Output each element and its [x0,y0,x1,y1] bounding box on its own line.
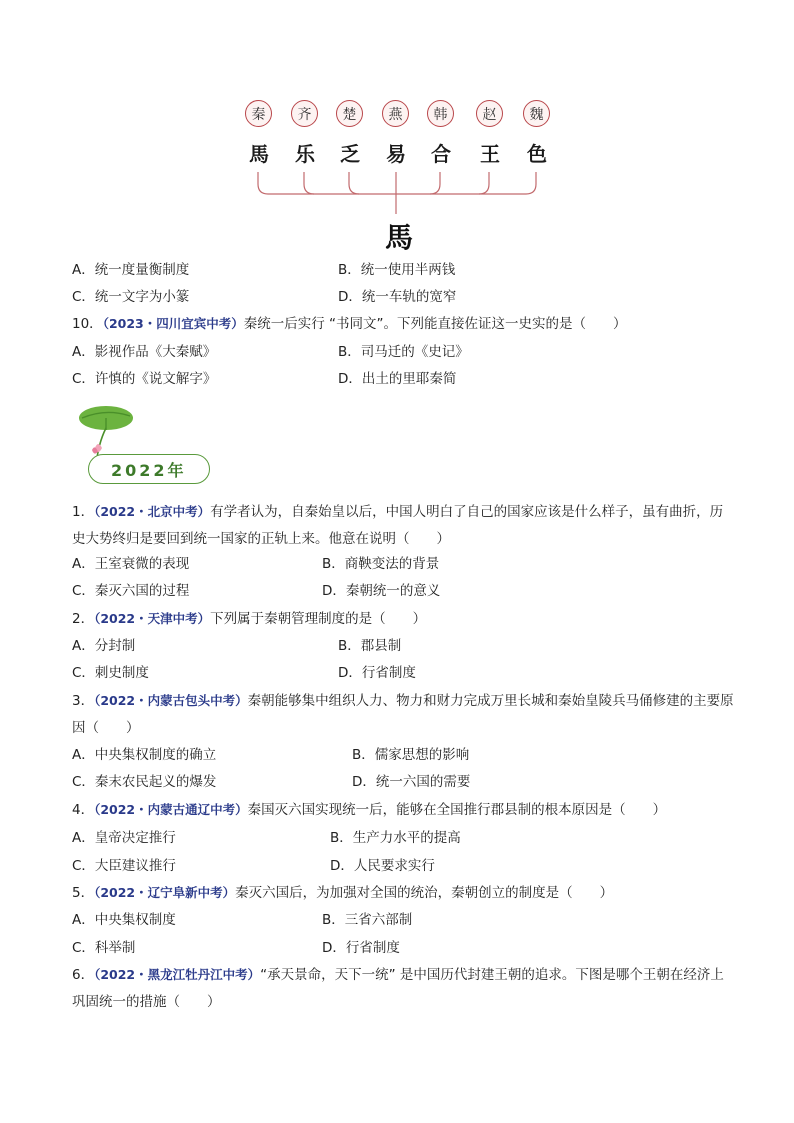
q1-option-c: C．秦灭六国的过程 [72,583,190,599]
question-source: （2023・四川宜宾中考） [102,316,244,331]
state-yan: 燕 [382,100,409,127]
q4-option-c: C．大臣建议推行 [72,858,176,874]
q10-option-a: A．影视作品《大秦赋》 [72,344,217,360]
unified-glyph: 馬 [384,221,413,254]
q5-option-c: C．科举制 [72,940,136,956]
question-number: 1． [72,504,95,520]
question-text: 秦国灭六国实现统一后，能够在全国推行郡县制的根本原因是（ ） [247,802,667,818]
q5-option-d: D．行省制度 [322,940,400,956]
question-10 [72,310,736,338]
question-source: （2022・内蒙古通辽中考） [94,802,248,817]
question-number: 2． [72,611,95,627]
question-text: 下列属于秦朝管理制度的是（ ） [210,611,427,627]
state-han: 韩 [427,100,454,127]
question-text: 秦灭六国后，为加强对全国的统治，秦朝创立的制度是（ ） [235,885,614,901]
q4-option-b: B．生产力水平的提高 [330,830,461,846]
question-text: 秦朝能够集中组织人力、物力和财力完成万里长城和秦始皇陵兵马俑修建的主要原因（ ） [72,693,734,736]
q3-option-a: A．中央集权制度的确立 [72,747,217,763]
q1-option-b: B．商鞅变法的背景 [322,556,440,572]
script-unification-figure [236,98,556,258]
q4-option-d: D．人民要求实行 [330,858,435,874]
q2-option-a: A．分封制 [72,638,136,654]
ancient-glyph: 合 [431,142,451,166]
q3-option-c: C．秦末农民起义的爆发 [72,774,217,790]
question-3 [72,687,736,742]
q1-option-a: A．王室衰微的表现 [72,556,190,572]
question-number: 3． [72,693,95,709]
q9-option-c: C．统一文字为小篆 [72,289,190,305]
q3-option-d: D．统一六国的需要 [352,774,471,790]
q9-option-a: A．统一度量衡制度 [72,262,190,278]
state-chu: 楚 [336,100,363,127]
year-badge: 2022年 [88,454,210,484]
state-zhao: 赵 [476,100,503,127]
q2-option-c: C．刺史制度 [72,665,149,681]
question-source: （2022・天津中考） [94,611,211,626]
q10-option-b: B．司马迁的《史记》 [338,344,469,360]
state-qin: 秦 [245,100,272,127]
question-1 [72,498,736,553]
q2-option-b: B．郡县制 [338,638,402,654]
q2-option-d: D．行省制度 [338,665,416,681]
ancient-glyph: 色 [527,142,547,166]
question-source: （2022・黑龙江牡丹江中考） [94,967,261,982]
question-2 [72,605,736,633]
ancient-glyph: 王 [480,142,500,166]
ancient-glyph: 乐 [295,142,315,166]
question-number: 6． [72,967,95,983]
question-text: 有学者认为，自秦始皇以后，中国人明白了自己的国家应该是什么样子，虽有曲折，历史大势终归是要回到统一国家的正轨上来。他意在说明（ ） [72,504,724,547]
q5-option-a: A．中央集权制度 [72,912,176,928]
q10-option-c: C．许慎的《说文解字》 [72,371,217,387]
ancient-glyph: 馬 [249,142,269,166]
q5-option-b: B．三省六部制 [322,912,413,928]
year-section-header [76,404,216,490]
q1-option-d: D．秦朝统一的意义 [322,583,441,599]
question-6 [72,961,736,1016]
q3-option-b: B．儒家思想的影响 [352,747,470,763]
question-source: （2022・北京中考） [94,504,211,519]
state-wei: 魏 [523,100,550,127]
q10-option-d: D．出土的里耶秦简 [338,371,457,387]
q9-option-b: B．统一使用半两钱 [338,262,456,278]
question-number: 10． [72,316,103,332]
state-qi: 齐 [291,100,318,127]
question-text: 秦统一后实行 “书同文”。下列能直接佐证这一史实的是（ ） [243,316,627,332]
question-4 [72,796,736,824]
q9-option-d: D．统一车轨的宽窄 [338,289,457,305]
question-number: 4． [72,802,95,818]
ancient-glyph: 乏 [340,142,360,166]
question-text: “承天景命，天下一统” 是中国历代封建王朝的追求。下图是哪个王朝在经济上巩固统一的措施（ ） [72,967,724,1010]
question-number: 5． [72,885,95,901]
ancient-glyph: 易 [386,142,406,166]
q4-option-a: A．皇帝决定推行 [72,830,176,846]
question-source: （2022・内蒙古包头中考） [94,693,248,708]
question-5 [72,879,736,907]
question-source: （2022・辽宁阜新中考） [94,885,236,900]
